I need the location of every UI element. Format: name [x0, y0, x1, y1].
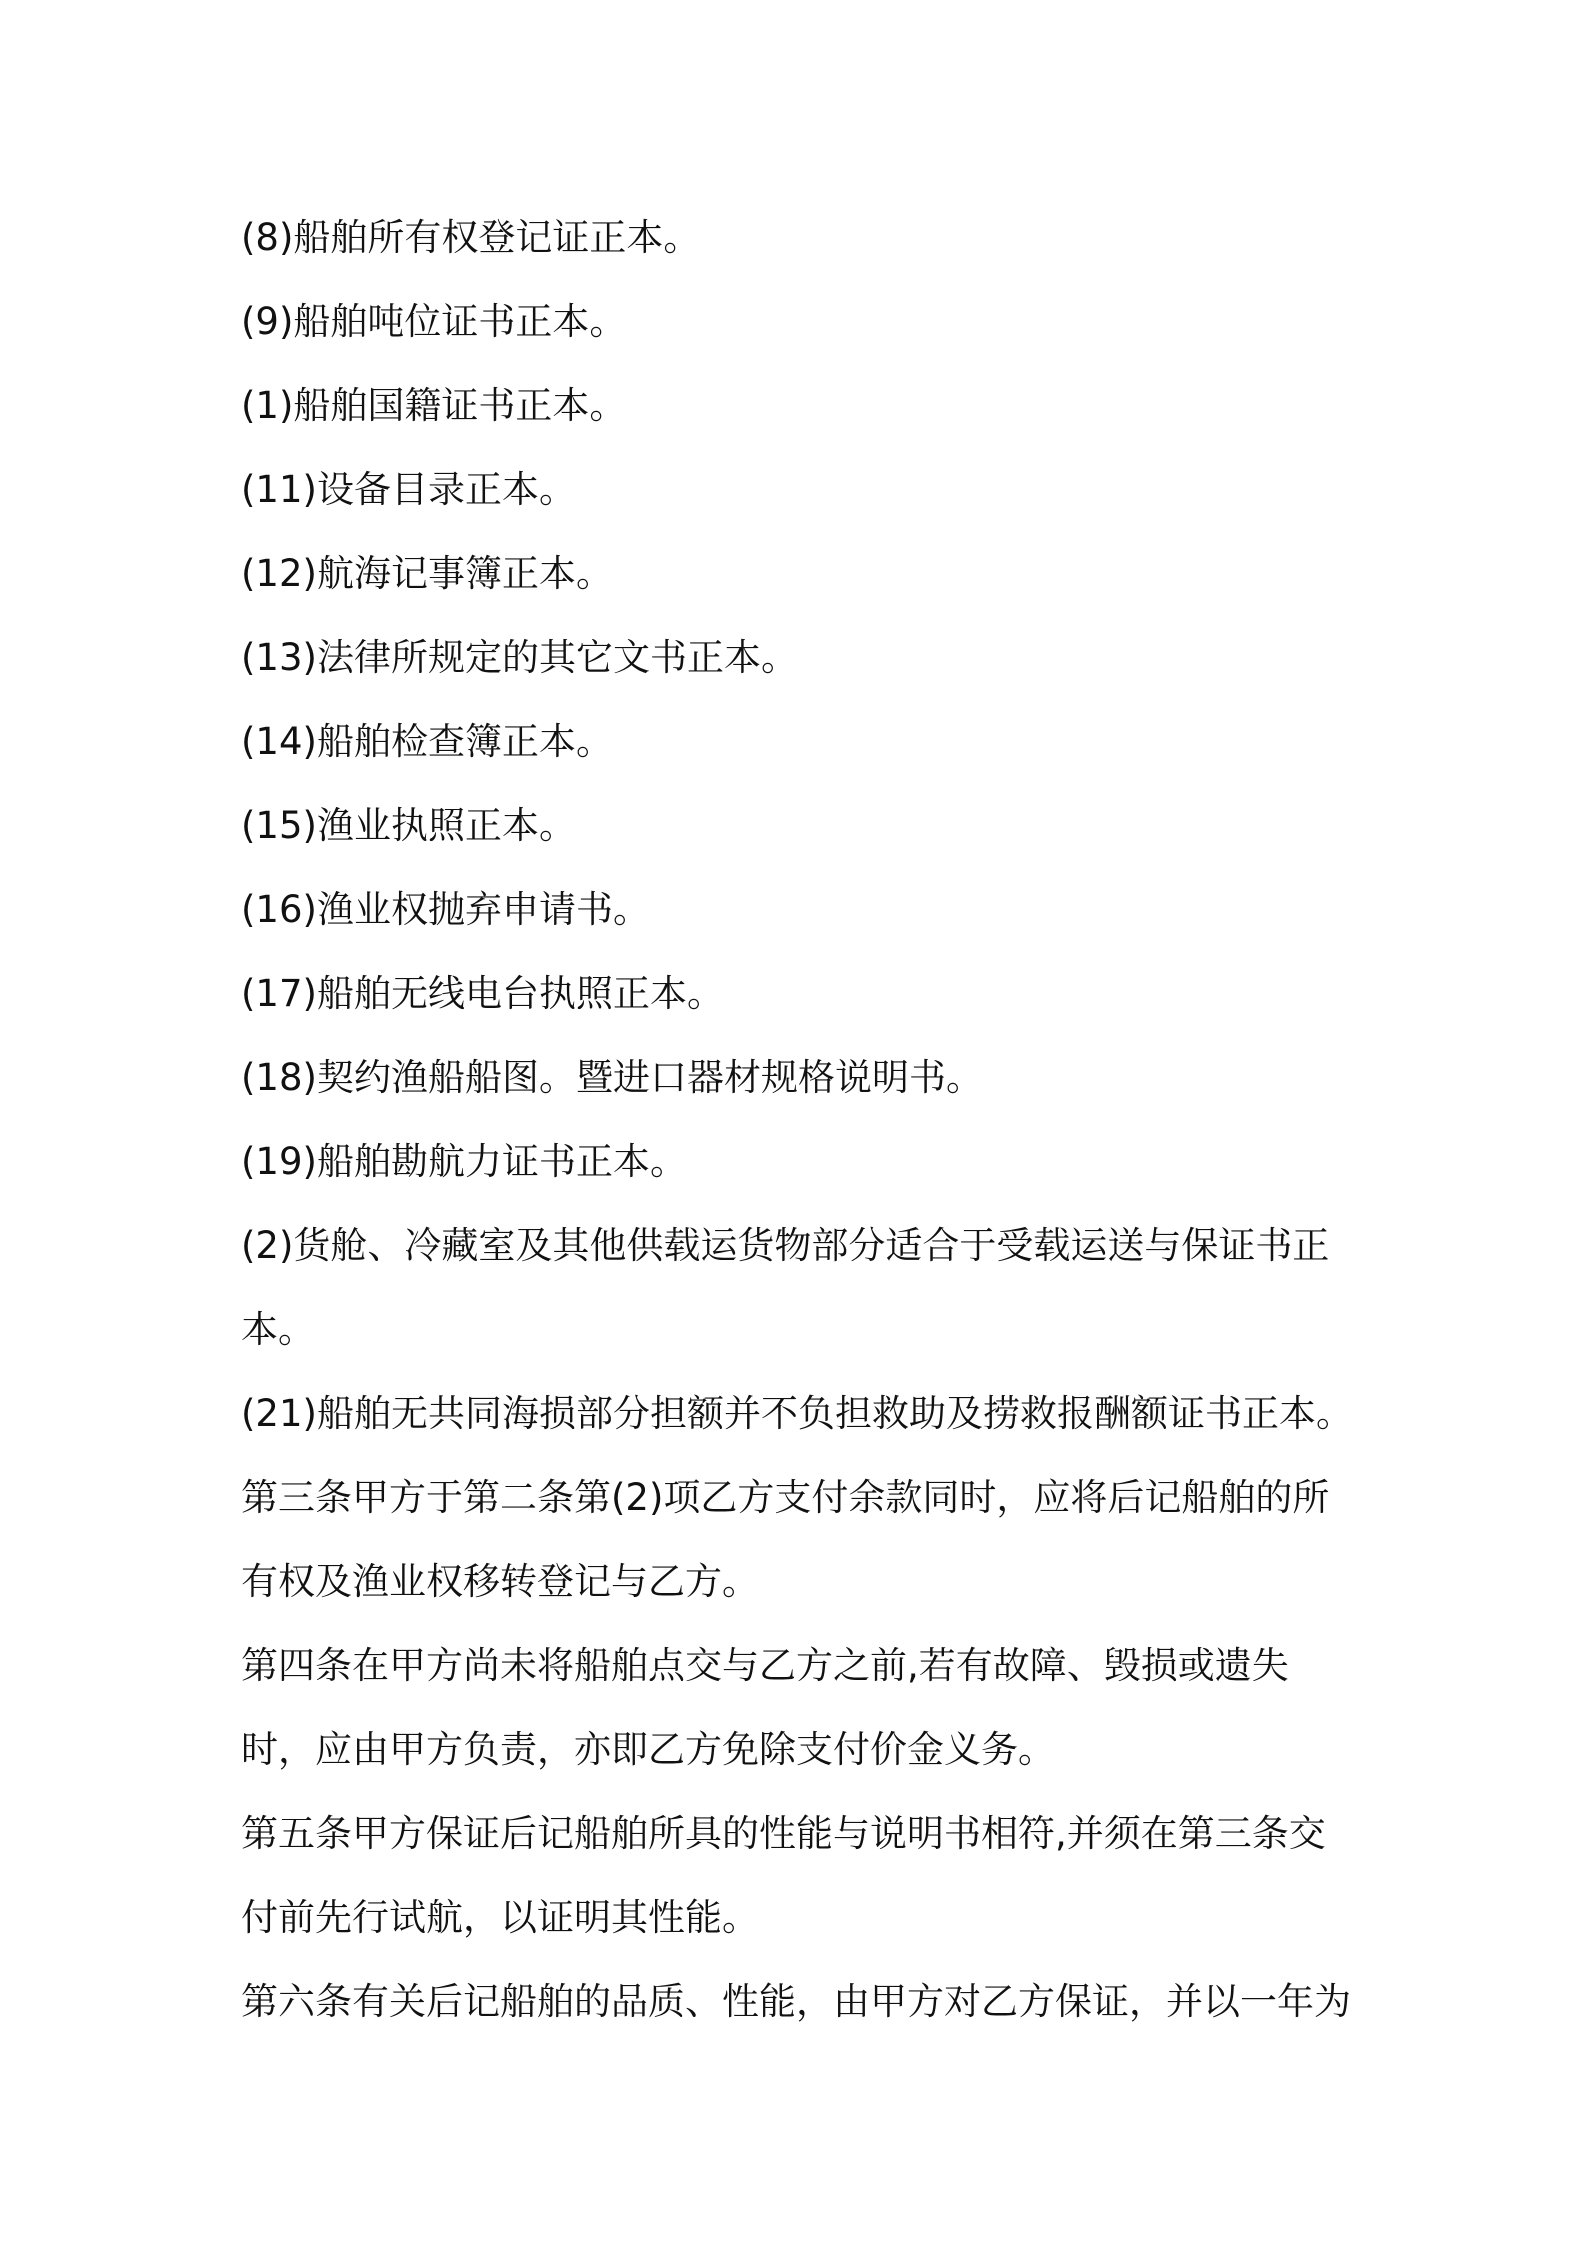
paragraph-item-15: (15)渔业执照正本。 [241, 804, 576, 847]
article-3: 第三条甲方于第二条第(2)项乙方支付余款同时，应将后记船舶的所有权及渔业权移转登记与乙方。 [241, 1476, 1330, 1603]
paragraph-item-17: (17)船舶无线电台执照正本。 [241, 972, 724, 1015]
paragraph-item-11: (11)设备目录正本。 [241, 468, 576, 511]
article-6: 第六条有关后记船舶的品质、性能，由甲方对乙方保证，并以一年为 [241, 1980, 1351, 2023]
paragraph-item-13: (13)法律所规定的其它文书正本。 [241, 636, 798, 679]
document-body [241, 196, 1361, 2044]
paragraph-item-12: (12)航海记事簿正本。 [241, 552, 613, 595]
article-4: 第四条在甲方尚未将船舶点交与乙方之前,若有故障、毁损或遗失时，应由甲方负责，亦即乙方免除支付价金义务。 [241, 1644, 1289, 1771]
article-5: 第五条甲方保证后记船舶所具的性能与说明书相符,并须在第三条交付前先行试航，以证明其性能。 [241, 1812, 1326, 1939]
paragraph-item-2: (2)货舱、冷藏室及其他供载运货物部分适合于受载运送与保证书正本。 [241, 1224, 1330, 1351]
paragraph-item-1: (1)船舶国籍证书正本。 [241, 384, 627, 427]
paragraph-item-18: (18)契约渔船船图。暨进口器材规格说明书。 [241, 1056, 983, 1099]
paragraph-item-14: (14)船舶检查簿正本。 [241, 720, 613, 763]
paragraph-item-16: (16)渔业权抛弃申请书。 [241, 888, 650, 931]
paragraph-item-8: (8)船舶所有权登记证正本。 [241, 216, 701, 259]
paragraph-item-21: (21)船舶无共同海损部分担额并不负担救助及捞救报酬额证书正本。 [241, 1392, 1353, 1435]
paragraph-item-19: (19)船舶勘航力证书正本。 [241, 1140, 687, 1183]
paragraph-item-9: (9)船舶吨位证书正本。 [241, 300, 627, 343]
